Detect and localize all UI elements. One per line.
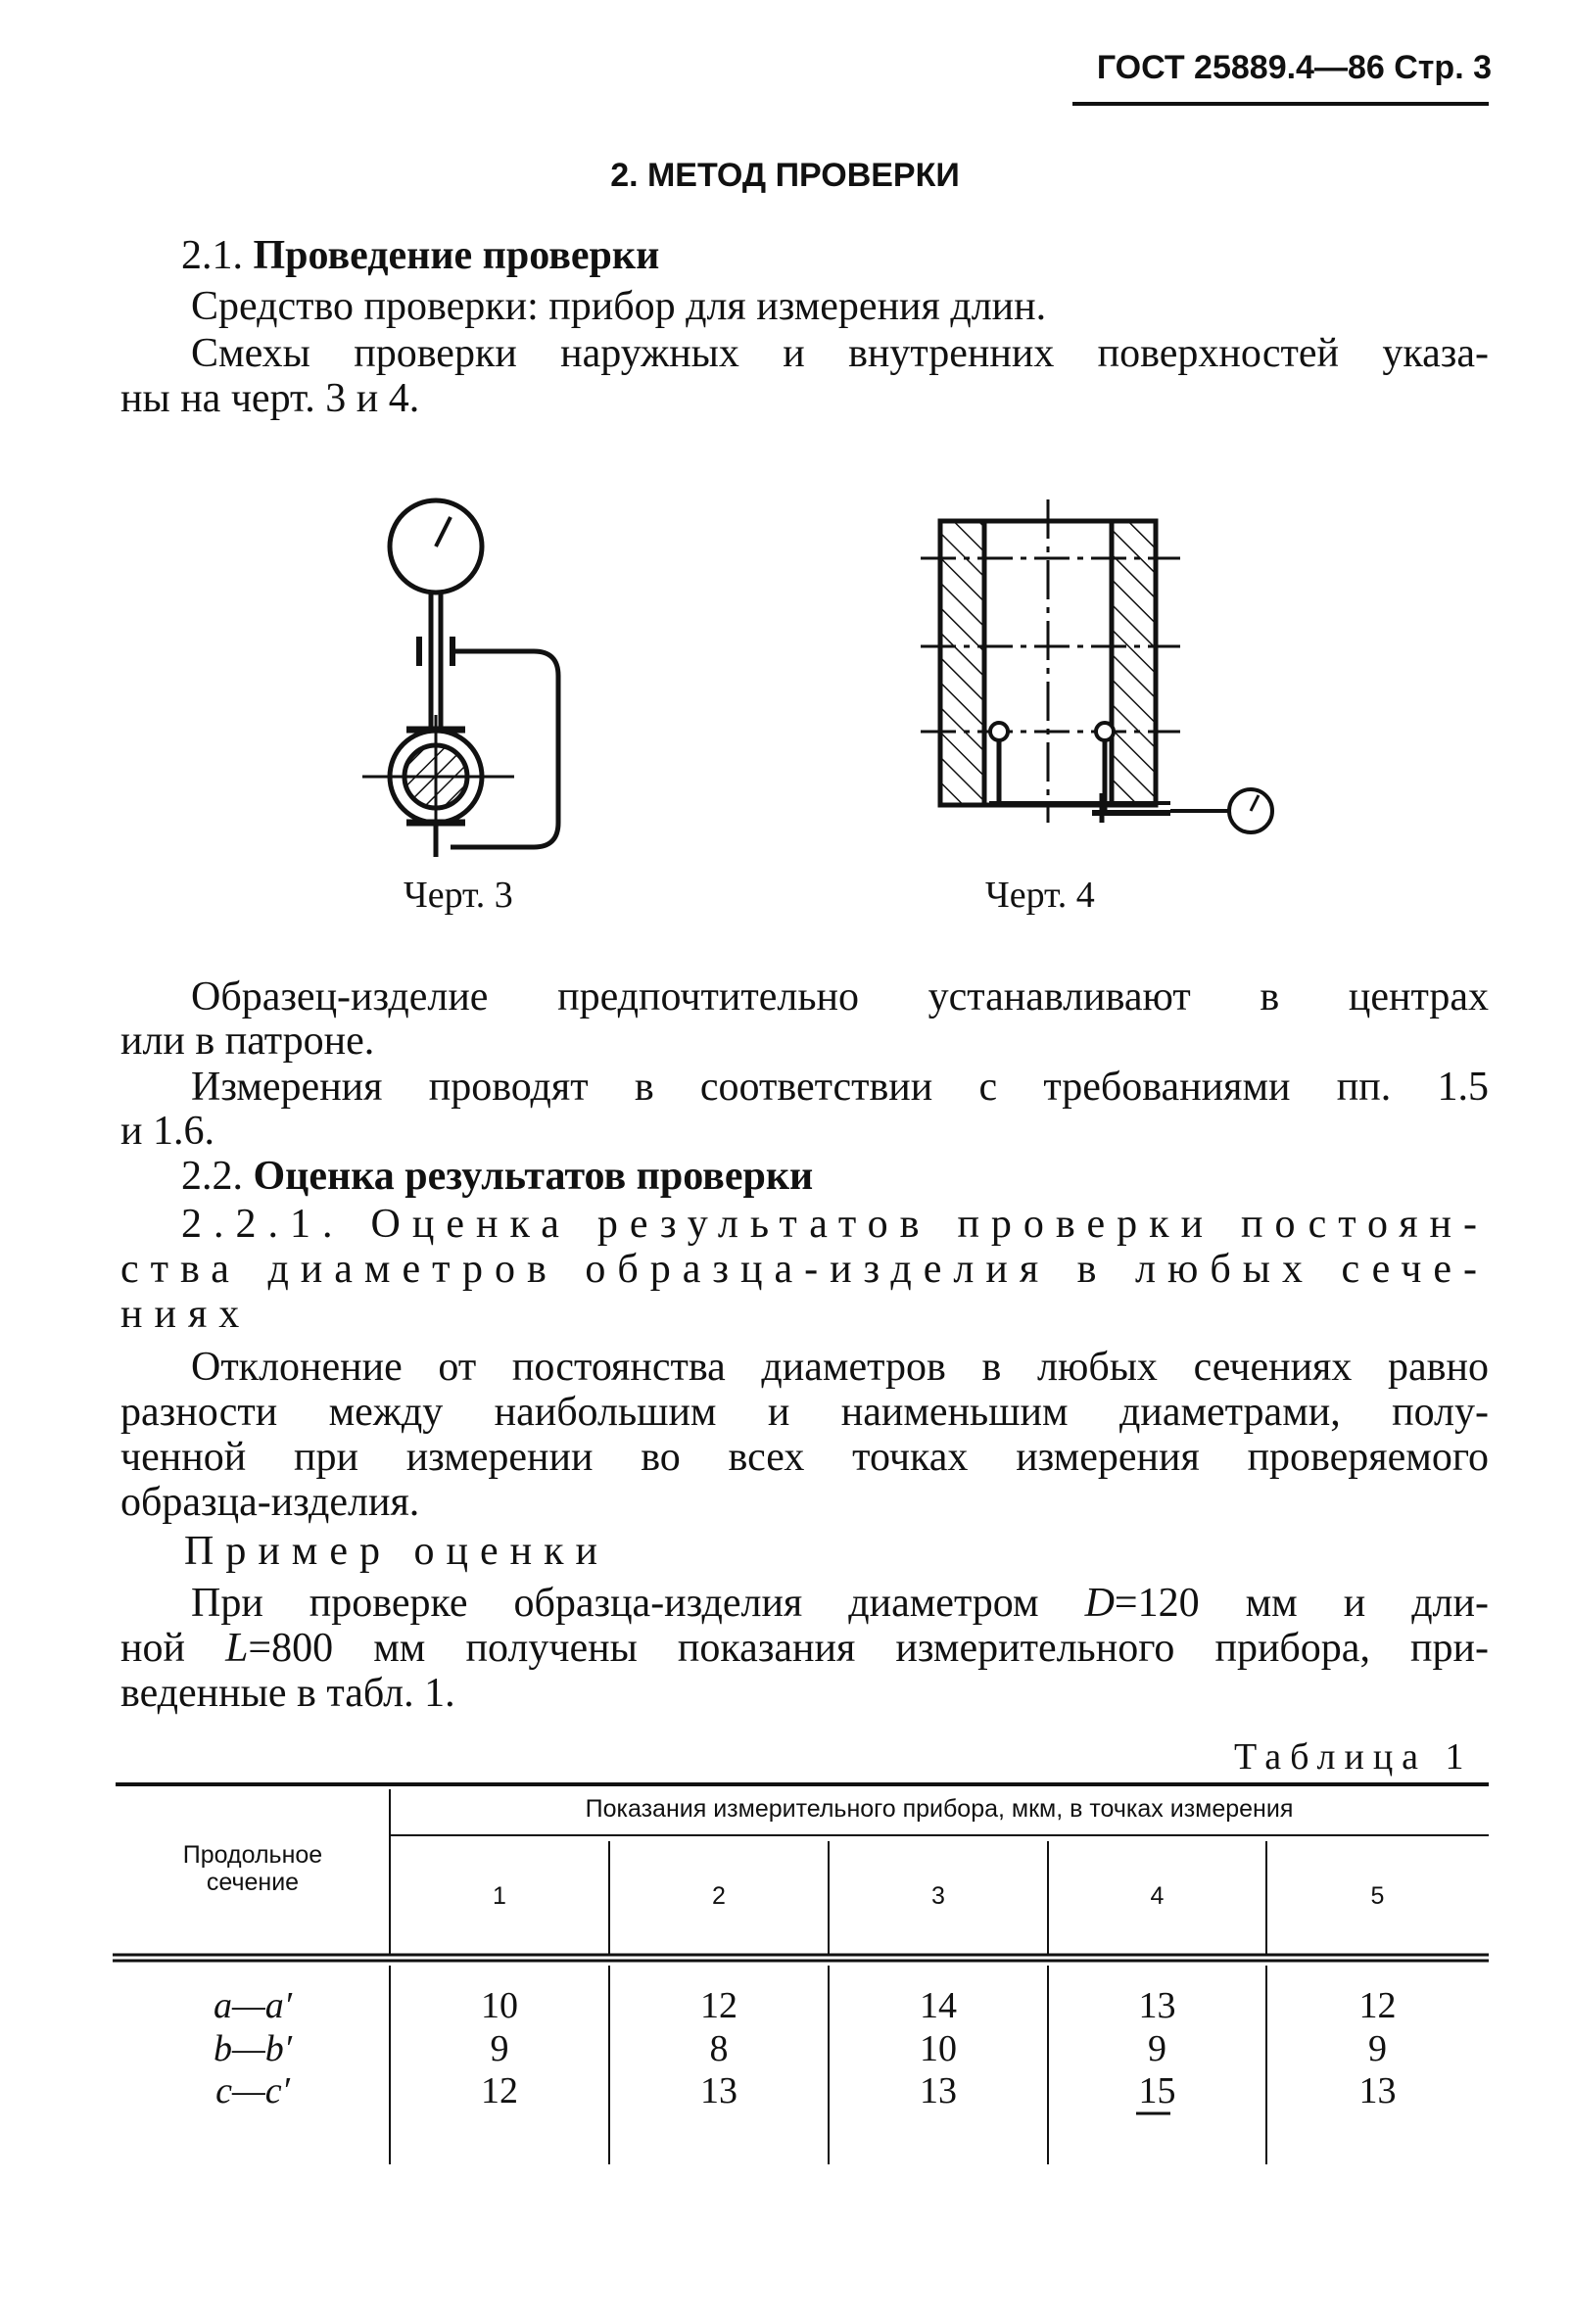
diameter-symbol: D: [1084, 1581, 1115, 1626]
para-measure-line2: и 1.6.: [120, 1109, 214, 1154]
row-b-point-2: 8: [709, 2028, 729, 2069]
example-line1-text: При проверке образца-изделия диаметром: [191, 1581, 1085, 1626]
subheading-2-2-1-line3: ниях: [120, 1292, 252, 1337]
col-header-point-5: 5: [1370, 1882, 1385, 1910]
col-header-point-2: 2: [712, 1882, 726, 1910]
length-symbol: L: [225, 1626, 249, 1671]
row-b-point-3: 10: [920, 2028, 957, 2069]
heading-2-1-text: Проведение проверки: [253, 233, 660, 278]
figure-4-caption: Черт. 4: [985, 875, 1095, 916]
para-deviation-line3: ченной при измерении во всех точках измерения проверяемого: [120, 1435, 1489, 1480]
row-b-point-5: 9: [1368, 2028, 1387, 2069]
col-header-section-line2: сечение: [206, 1869, 300, 1896]
row-c-point-2: 13: [700, 2070, 737, 2111]
col-header-section-line1: Продольное: [182, 1841, 323, 1869]
row-b-point-1: 9: [490, 2028, 509, 2069]
heading-2-2-number: 2.2.: [181, 1154, 243, 1199]
page-header: ГОСТ 25889.4—86 Стр. 3: [1096, 49, 1492, 86]
heading-2-1-number: 2.1.: [181, 233, 243, 278]
example-title: Пример оценки: [184, 1529, 610, 1574]
row-b-section: b—b′: [213, 2028, 293, 2069]
row-c-point-3: 13: [920, 2070, 957, 2111]
para-measure-line1: Измерения проводят в соответствии с требованиями пп. 1.5: [191, 1065, 1489, 1110]
para-schemes-line1: Смехы проверки наружных и внутренних поверхностей указа-: [191, 331, 1489, 376]
section-title: 2. МЕТОД ПРОВЕРКИ: [610, 157, 960, 194]
row-a-section: a—a′: [213, 1985, 293, 2026]
row-a-point-4: 13: [1138, 1985, 1176, 2026]
row-c-point-1: 12: [481, 2070, 518, 2111]
para-example-line3: веденные в табл. 1.: [120, 1671, 455, 1716]
col-header-point-4: 4: [1150, 1882, 1165, 1910]
row-a-point-2: 12: [700, 1985, 737, 2026]
para-mounting-line2: или в патроне.: [120, 1019, 375, 1064]
heading-2-2-text: Оценка результатов проверки: [253, 1154, 814, 1199]
example-line2-text: ной: [120, 1626, 226, 1671]
row-c-point-5: 13: [1358, 2070, 1397, 2111]
row-a-point-1: 10: [481, 1985, 518, 2026]
table-label: Таблица 1: [1234, 1736, 1473, 1778]
col-header-point-1: 1: [493, 1882, 506, 1910]
figure-3-caption: Черт. 3: [404, 875, 513, 916]
para-deviation-line2: разности между наибольшим и наименьшим диаметрами, полу-: [120, 1390, 1489, 1435]
example-line1-text-b: =120 мм и дли-: [1114, 1581, 1489, 1626]
subheading-2-2-1-line2: ства диаметров образца-изделия в любых сече-: [120, 1247, 1489, 1292]
row-b-point-4: 9: [1148, 2028, 1166, 2069]
row-c-point-4-max: 15: [1138, 2070, 1176, 2111]
para-schemes-line2: ны на черт. 3 и 4.: [120, 376, 420, 421]
example-line2-text-b: =800 мм получены показания измерительного прибора, при-: [248, 1626, 1489, 1671]
para-instrument: Средство проверки: прибор для измерения длин.: [191, 284, 1047, 329]
col-header-point-3: 3: [931, 1882, 945, 1910]
para-mounting-line1: Образец-изделие предпочтительно устанавливают в центрах: [191, 974, 1489, 1020]
col-header-readings: Показания измерительного прибора, мкм, в точках измерения: [585, 1795, 1294, 1823]
row-a-point-5: 12: [1358, 1985, 1397, 2026]
subheading-2-2-1-line1: 2.2.1. Оценка результатов проверки постоян-: [181, 1202, 1489, 1247]
para-deviation-line4: образца-изделия.: [120, 1480, 420, 1525]
para-deviation-line1: Отклонение от постоянства диаметров в любых сечениях равно: [191, 1345, 1489, 1390]
col-header-section: [116, 1841, 390, 1896]
row-a-point-3: 14: [920, 1985, 957, 2026]
row-c-section: c—c′: [215, 2070, 290, 2111]
